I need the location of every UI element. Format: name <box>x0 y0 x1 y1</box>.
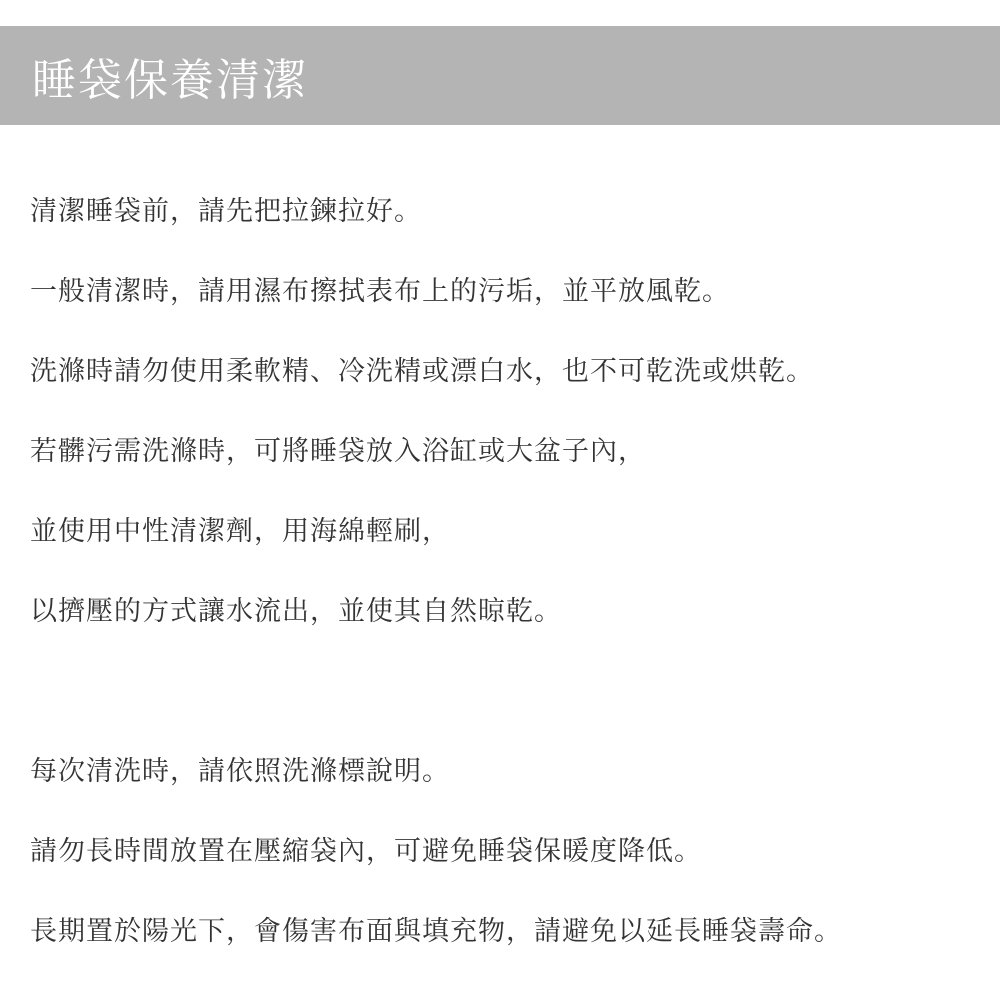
instruction-line: 洗滌時請勿使用柔軟精、冷洗精或漂白水，也不可乾洗或烘乾。 <box>30 356 814 387</box>
instruction-line: 以擠壓的方式讓水流出，並使其自然晾乾。 <box>30 596 562 627</box>
instruction-line: 每次清洗時，請依照洗滌標說明。 <box>30 756 450 787</box>
instruction-line: 一般清潔時，請用濕布擦拭表布上的污垢，並平放風乾。 <box>30 276 730 307</box>
instruction-line: 並使用中性清潔劑，用海綿輕刷， <box>30 516 450 547</box>
instruction-line: 請勿長時間放置在壓縮袋內，可避免睡袋保暖度降低。 <box>30 836 702 867</box>
instruction-line: 清潔睡袋前，請先把拉鍊拉好。 <box>30 196 422 227</box>
instruction-line: 若髒污需洗滌時，可將睡袋放入浴缸或大盆子內， <box>30 436 646 467</box>
header-bar <box>0 26 1000 125</box>
instruction-line: 長期置於陽光下，會傷害布面與填充物，請避免以延長睡袋壽命。 <box>30 916 842 947</box>
page-title: 睡袋保養清潔 <box>32 54 308 106</box>
